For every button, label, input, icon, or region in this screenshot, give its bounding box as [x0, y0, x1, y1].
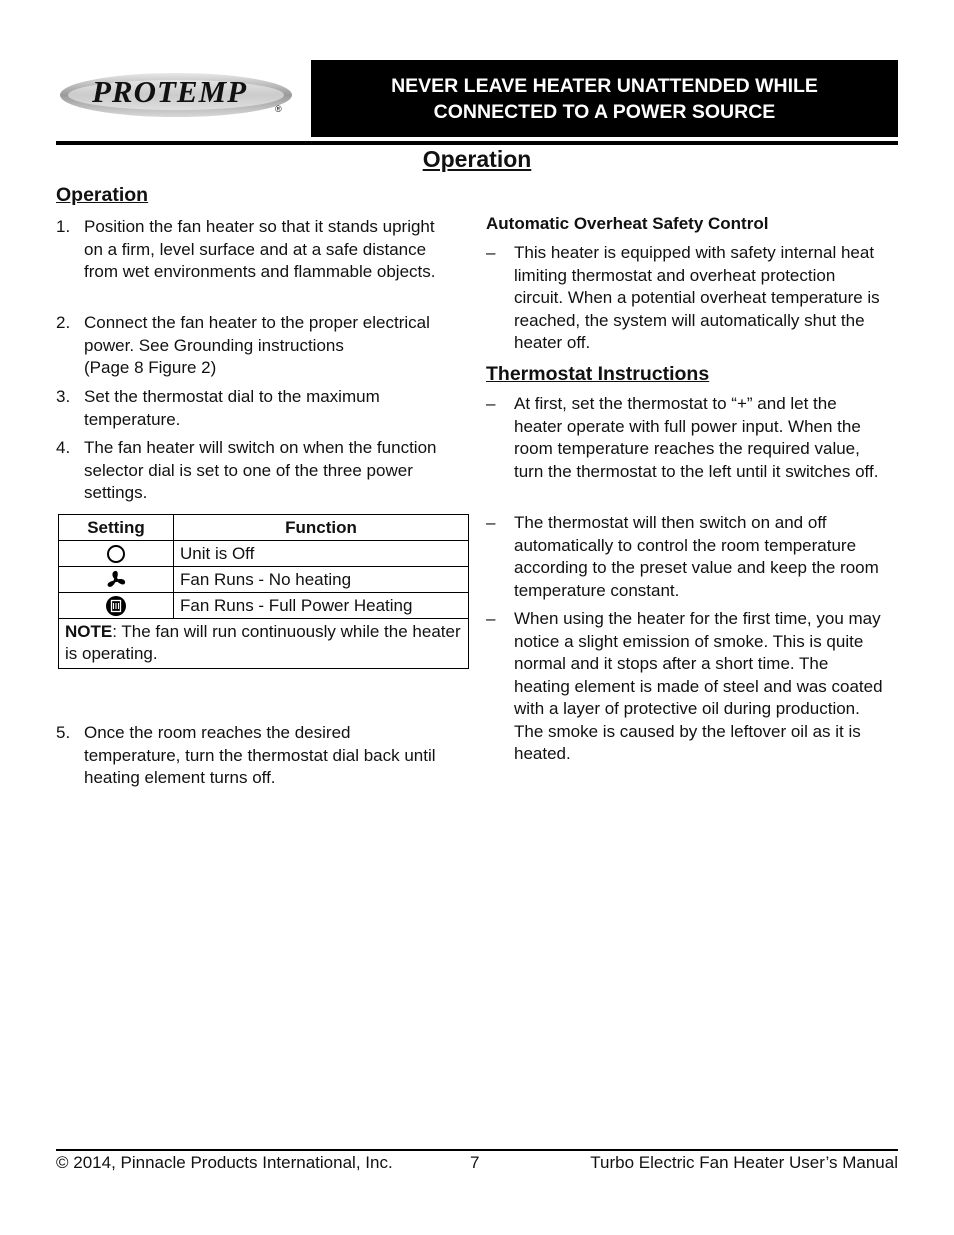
dash-bullet: – [486, 513, 496, 532]
step-text: Once the room reaches the desired temperature, turn the thermostat dial back until heating element turns off. [84, 723, 436, 787]
note-label: NOTE [65, 622, 113, 641]
footer-rule [56, 1149, 898, 1151]
table-note-row [59, 619, 469, 669]
dash-bullet: – [486, 243, 496, 262]
setting-cell [59, 541, 174, 567]
step-text: Position the fan heater so that it stands upright on a firm, level surface and at a safe distance from wet environments and flammable objects. [84, 217, 436, 281]
dash-bullet: – [486, 609, 496, 628]
dash-bullet: – [486, 394, 496, 413]
function-cell: Unit is Off [174, 541, 469, 567]
off-circle-icon [106, 544, 126, 564]
step-text-ref: (Page 8 Figure 2) [84, 358, 217, 377]
list-item [56, 437, 472, 505]
function-column-header: Function [174, 515, 469, 541]
step-number: 5. [56, 723, 71, 742]
warning-line-2: CONNECTED TO A POWER SOURCE [433, 100, 776, 123]
fan-icon [105, 569, 127, 591]
function-cell: Fan Runs - No heating [174, 567, 469, 593]
step-text: Connect the fan heater to the proper electrical power. See Grounding instructions [84, 313, 430, 355]
heater-icon [105, 595, 127, 617]
step-text: The fan heater will switch on when the function selector dial is set to one of the three power settings. [84, 438, 437, 502]
step-number: 3. [56, 387, 71, 406]
overheat-heading: Automatic Overheat Safety Control [486, 214, 769, 233]
list-item [56, 386, 436, 431]
item-text: At first, set the thermostat to “+” and let the heater operate with full power input. When the room temperature reaches the required value, turn the thermostat to the left until it switches off. [514, 394, 879, 481]
footer-copyright: © 2014, Pinnacle Products International, Inc. [56, 1153, 393, 1172]
step-number: 1. [56, 217, 71, 236]
note-cell [59, 619, 469, 669]
warning-banner [311, 60, 898, 137]
settings-table [58, 514, 469, 669]
list-item [486, 512, 898, 602]
function-cell: Fan Runs - Full Power Heating [174, 593, 469, 619]
setting-column-header: Setting [59, 515, 174, 541]
list-item [486, 393, 886, 483]
setting-cell [59, 593, 174, 619]
table-row [59, 541, 469, 567]
item-text: The thermostat will then switch on and off automatically to control the room temperature according to the preset value and keep the room temperature constant. [514, 513, 879, 600]
header-rule [56, 141, 898, 145]
thermostat-heading: Thermostat Instructions [486, 363, 710, 385]
logo-wordmark: PROTEMP [92, 74, 248, 109]
list-item [486, 242, 886, 355]
list-item [486, 608, 888, 766]
list-item [56, 722, 446, 790]
step-text: Set the thermostat dial to the maximum temperature. [84, 387, 380, 429]
item-text: When using the heater for the first time, you may notice a slight emission of smoke. This is quite normal and it stops after a short time. The heating element is made of steel and was coated with a layer of protective oil during production. The smoke is caused by the leftover oil as it is heated. [514, 609, 883, 763]
step-number: 2. [56, 313, 71, 332]
list-item [56, 312, 476, 380]
table-row [59, 567, 469, 593]
registered-mark: ® [275, 104, 282, 114]
footer-page-number: 7 [470, 1153, 480, 1172]
operation-heading: Operation [56, 184, 149, 206]
setting-cell [59, 567, 174, 593]
note-text: : The fan will run continuously while the heater is operating. [65, 622, 461, 663]
warning-line-1: NEVER LEAVE HEATER UNATTENDED WHILE [391, 74, 818, 97]
footer-manual-title: Turbo Electric Fan Heater User’s Manual [590, 1153, 898, 1172]
table-header-row [59, 515, 469, 541]
table-row [59, 593, 469, 619]
list-item [56, 216, 456, 284]
item-text: This heater is equipped with safety internal heat limiting thermostat and overheat protection circuit. When a potential overheat temperature is reached, the system will automatically shut the heater off. [514, 243, 880, 352]
page-title: Operation [422, 146, 532, 172]
step-number: 4. [56, 438, 71, 457]
